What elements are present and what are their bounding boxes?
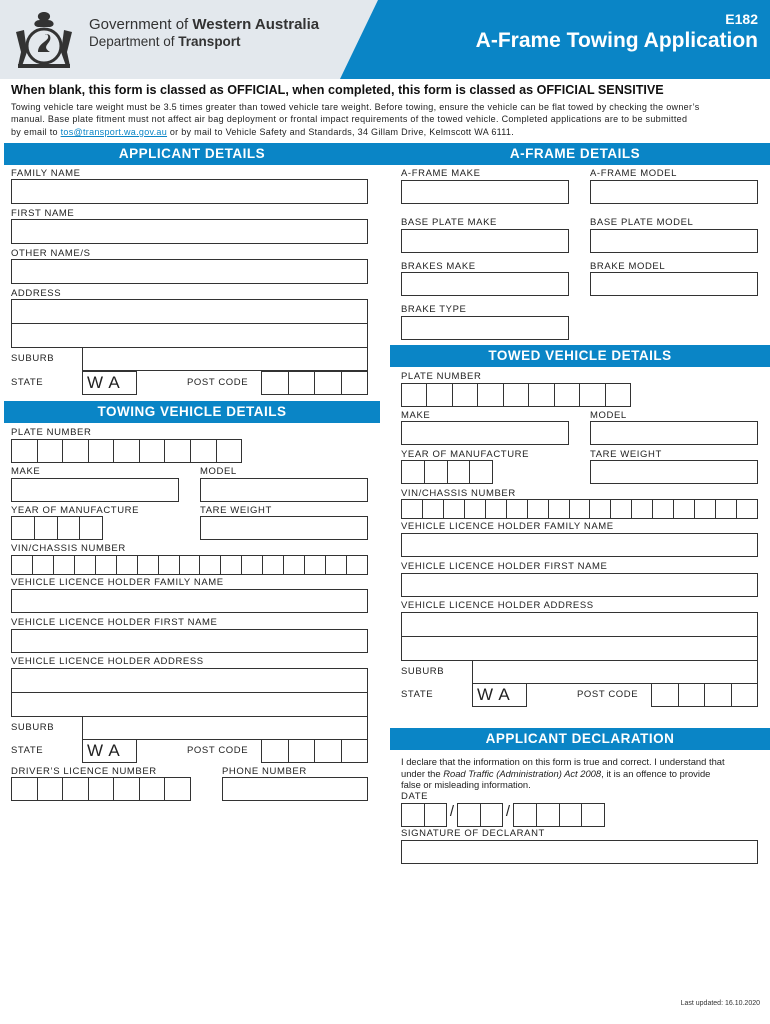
- towing-holder-first-label: VEHICLE LICENCE HOLDER FIRST NAME: [11, 617, 218, 628]
- towing-make-label: MAKE: [11, 466, 41, 477]
- towed-holder-address-label: VEHICLE LICENCE HOLDER ADDRESS: [401, 600, 594, 611]
- towed-suburb-field[interactable]: [472, 660, 758, 684]
- towed-postcode-label: POST CODE: [577, 689, 639, 700]
- suburb-field[interactable]: [82, 347, 368, 371]
- towed-vin-label: VIN/CHASSIS NUMBER: [401, 488, 516, 499]
- towed-holder-first-label: VEHICLE LICENCE HOLDER FIRST NAME: [401, 561, 608, 572]
- towing-plate-field[interactable]: [11, 439, 242, 463]
- towing-state-label: STATE: [11, 745, 44, 756]
- towing-vin-field[interactable]: [11, 555, 368, 575]
- towing-model-field[interactable]: [200, 478, 368, 502]
- drivers-licence-field[interactable]: [11, 777, 191, 801]
- towed-tare-field[interactable]: [590, 460, 758, 484]
- brake-model-label: BRAKE MODEL: [590, 261, 666, 272]
- suburb-label: SUBURB: [11, 353, 55, 364]
- aframe-model-field[interactable]: [590, 180, 758, 204]
- towing-holder-first-field[interactable]: [11, 629, 368, 653]
- other-names-field[interactable]: [11, 259, 368, 284]
- towing-state-field[interactable]: WA: [82, 739, 137, 763]
- towing-holder-family-field[interactable]: [11, 589, 368, 613]
- date-month-field[interactable]: [457, 803, 503, 827]
- towing-vin-label: VIN/CHASSIS NUMBER: [11, 543, 126, 554]
- towed-model-field[interactable]: [590, 421, 758, 445]
- towing-postcode-field[interactable]: [261, 739, 368, 763]
- address-field-line2[interactable]: [11, 323, 368, 348]
- aframe-model-label: A-FRAME MODEL: [590, 168, 677, 179]
- brake-type-label: BRAKE TYPE: [401, 304, 467, 315]
- towing-holder-address-line2[interactable]: [11, 692, 368, 717]
- towed-holder-family-label: VEHICLE LICENCE HOLDER FAMILY NAME: [401, 521, 614, 532]
- towing-tare-field[interactable]: [200, 516, 368, 540]
- towing-year-field[interactable]: [11, 516, 103, 540]
- department-name: Department of Transport: [89, 34, 241, 49]
- date-year-field[interactable]: [513, 803, 605, 827]
- first-name-label: FIRST NAME: [11, 208, 75, 219]
- signature-label: SIGNATURE OF DECLARANT: [401, 828, 545, 839]
- postcode-field[interactable]: [261, 371, 368, 395]
- state-label: STATE: [11, 377, 44, 388]
- towed-make-label: MAKE: [401, 410, 431, 421]
- applicant-details-header: APPLICANT DETAILS: [4, 143, 380, 165]
- date-day-field[interactable]: [401, 803, 447, 827]
- towed-state-field[interactable]: WA: [472, 683, 527, 707]
- towed-tare-label: TARE WEIGHT: [590, 449, 662, 460]
- family-name-label: FAMILY NAME: [11, 168, 81, 179]
- family-name-field[interactable]: [11, 179, 368, 204]
- email-link[interactable]: tos@transport.wa.gov.au: [60, 126, 168, 137]
- towed-holder-address-line1[interactable]: [401, 612, 758, 637]
- towing-suburb-field[interactable]: [82, 716, 368, 740]
- towed-vin-field[interactable]: [401, 499, 758, 519]
- base-plate-make-field[interactable]: [401, 229, 569, 253]
- brake-type-field[interactable]: [401, 316, 569, 340]
- towed-model-label: MODEL: [590, 410, 627, 421]
- phone-number-label: PHONE NUMBER: [222, 766, 307, 777]
- aframe-make-field[interactable]: [401, 180, 569, 204]
- form-title: A-Frame Towing Application: [475, 29, 758, 52]
- towing-plate-label: PLATE NUMBER: [11, 427, 92, 438]
- date-separator: /: [449, 803, 455, 820]
- towing-suburb-label: SUBURB: [11, 722, 55, 733]
- towed-year-label: YEAR OF MANUFACTURE: [401, 449, 530, 460]
- date-separator: /: [505, 803, 511, 820]
- towing-vehicle-header: TOWING VEHICLE DETAILS: [4, 401, 380, 423]
- towed-state-label: STATE: [401, 689, 434, 700]
- towed-holder-address-line2[interactable]: [401, 636, 758, 661]
- aframe-details-header: A-FRAME DETAILS: [380, 143, 770, 165]
- state-field[interactable]: WA: [82, 371, 137, 395]
- towing-tare-label: TARE WEIGHT: [200, 505, 272, 516]
- declaration-header: APPLICANT DECLARATION: [390, 728, 770, 750]
- brake-model-field[interactable]: [590, 272, 758, 296]
- wa-crest-icon: [10, 8, 78, 72]
- towed-vehicle-header: TOWED VEHICLE DETAILS: [390, 345, 770, 367]
- gov-name: Government of Western Australia: [89, 16, 320, 33]
- base-plate-model-label: BASE PLATE MODEL: [590, 217, 694, 228]
- brakes-make-label: BRAKES MAKE: [401, 261, 476, 272]
- classification-notice: When blank, this form is classed as OFFICIAL, when completed, this form is classed as OFFICIAL SENSITIVE: [11, 83, 664, 97]
- signature-field[interactable]: [401, 840, 758, 864]
- date-label: DATE: [401, 791, 429, 802]
- last-updated: Last updated: 16.10.2020: [680, 1000, 760, 1007]
- towed-plate-label: PLATE NUMBER: [401, 371, 482, 382]
- postcode-label: POST CODE: [187, 377, 249, 388]
- base-plate-model-field[interactable]: [590, 229, 758, 253]
- towed-year-field[interactable]: [401, 460, 493, 484]
- towing-model-label: MODEL: [200, 466, 237, 477]
- intro-text: Towing vehicle tare weight must be 3.5 times greater than towed vehicle tare weight. Before towing, ensure the vehicle can be flat towed by checking the owner’s manual. Base plate fitment must not affect air bag deployment or frontal impact requirements of the towed vehicle. Completed applications are to be submitted by email to tos@transport.wa.gov.au or by mail to Vehicle Safety and Standards, 34 Gillam Drive, Kelmscott WA 6111.: [11, 102, 700, 137]
- other-names-label: OTHER NAME/S: [11, 248, 91, 259]
- towing-postcode-label: POST CODE: [187, 745, 249, 756]
- base-plate-make-label: BASE PLATE MAKE: [401, 217, 497, 228]
- towing-holder-address-label: VEHICLE LICENCE HOLDER ADDRESS: [11, 656, 204, 667]
- drivers-licence-label: DRIVER’S LICENCE NUMBER: [11, 766, 157, 777]
- towing-year-label: YEAR OF MANUFACTURE: [11, 505, 140, 516]
- form-code: E182: [725, 11, 758, 27]
- first-name-field[interactable]: [11, 219, 368, 244]
- towed-suburb-label: SUBURB: [401, 666, 445, 677]
- towed-postcode-field[interactable]: [651, 683, 758, 707]
- declaration-text: I declare that the information on this form is true and correct. I understand that under the Road Traffic (Administration) Act 2008, it is an offence to provide false or misleading information.: [401, 756, 725, 790]
- aframe-make-label: A-FRAME MAKE: [401, 168, 481, 179]
- towed-make-field[interactable]: [401, 421, 569, 445]
- brakes-make-field[interactable]: [401, 272, 569, 296]
- address-field-line1[interactable]: [11, 299, 368, 324]
- towed-holder-family-field[interactable]: [401, 533, 758, 557]
- address-label: ADDRESS: [11, 288, 62, 299]
- towed-plate-field[interactable]: [401, 383, 631, 407]
- towing-make-field[interactable]: [11, 478, 179, 502]
- towed-holder-first-field[interactable]: [401, 573, 758, 597]
- towing-holder-address-line1[interactable]: [11, 668, 368, 693]
- phone-number-field[interactable]: [222, 777, 368, 801]
- towing-holder-family-label: VEHICLE LICENCE HOLDER FAMILY NAME: [11, 577, 224, 588]
